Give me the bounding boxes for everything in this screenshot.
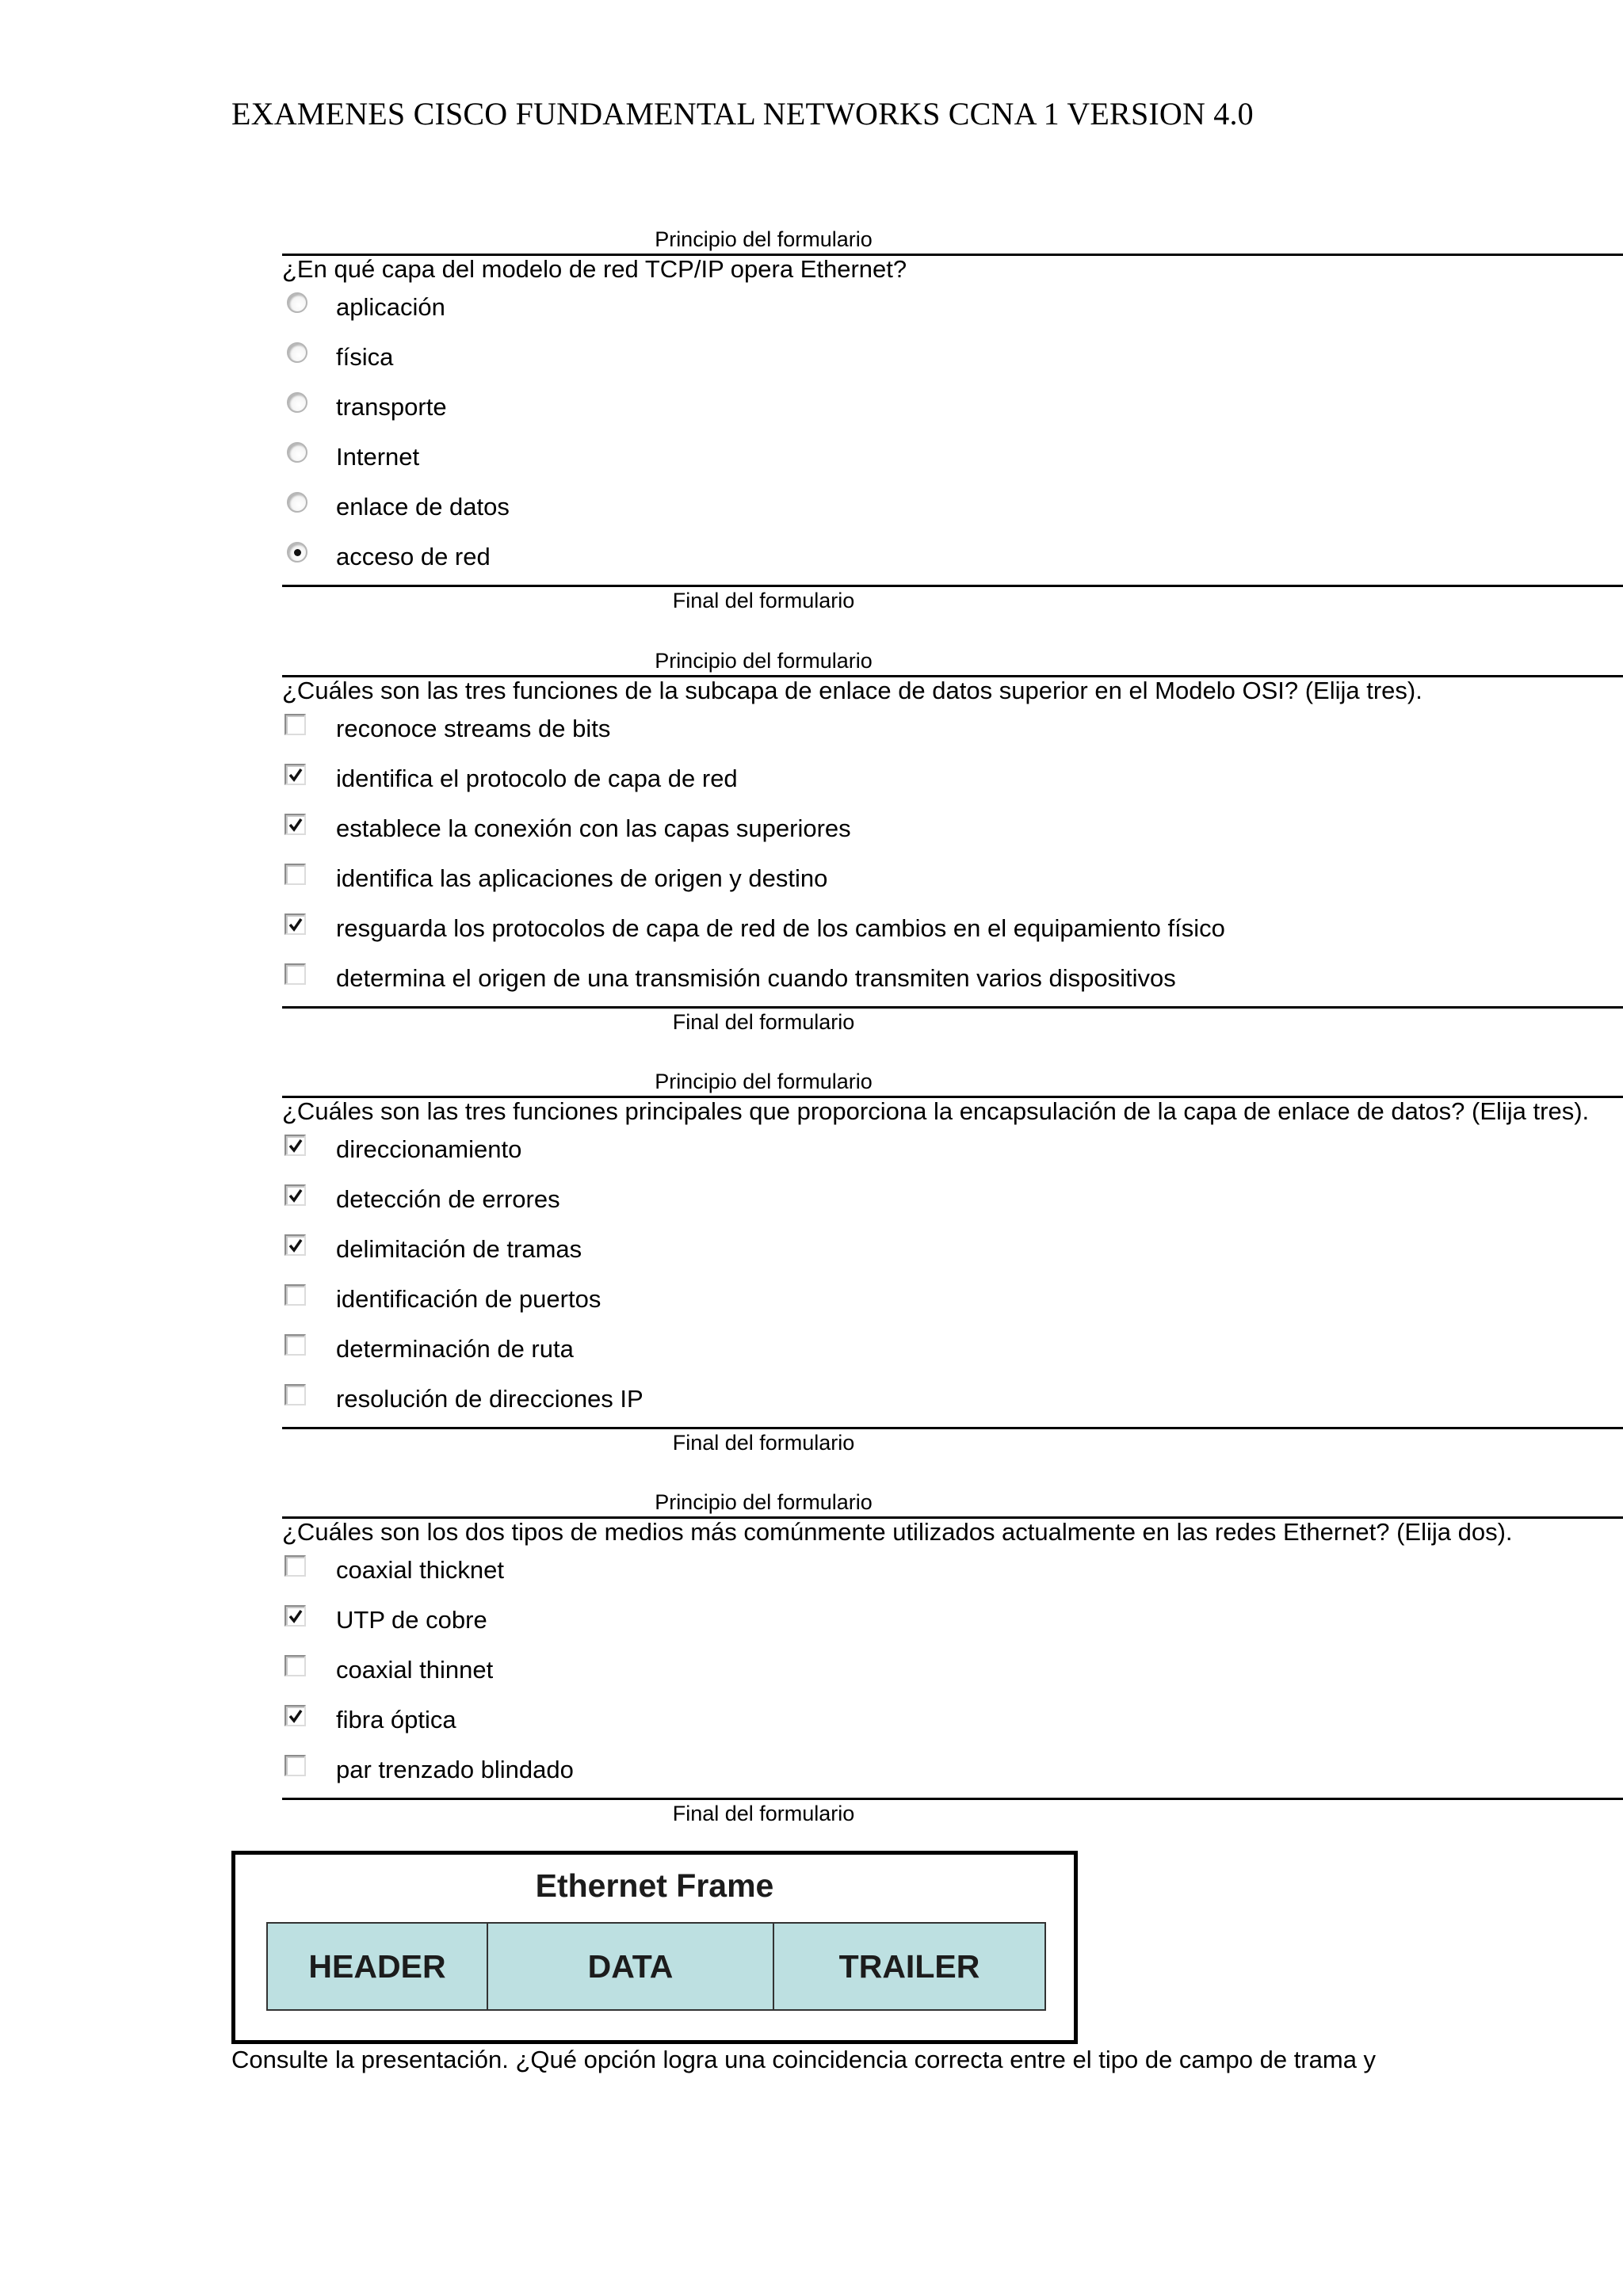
form-end-marker: Final del formulario <box>672 1431 855 1455</box>
question-text: ¿Cuáles son los dos tipos de medios más comúnmente utilizados actualmente en las redes Ethernet? (Elija dos). <box>282 1518 1513 1546</box>
frame-field-data: DATA <box>488 1924 774 2009</box>
answer-label: identifica las aplicaciones de origen y destino <box>336 864 828 892</box>
page-title: EXAMENES CISCO FUNDAMENTAL NETWORKS CCNA 1 VERSION 4.0 <box>231 96 1254 132</box>
checkbox-icon[interactable] <box>285 1234 306 1256</box>
answer-label: enlace de datos <box>336 493 510 521</box>
form-bottom-rule <box>282 585 1623 587</box>
answer-label: determina el origen de una transmisión cuando transmiten varios dispositivos <box>336 964 1176 992</box>
frame-field-trailer: TRAILER <box>838 1947 980 1985</box>
ethernet-frame-title: Ethernet Frame <box>535 1867 774 1904</box>
answer-label: UTP de cobre <box>336 1606 487 1634</box>
radio-button-icon[interactable] <box>287 292 307 313</box>
checkbox-icon[interactable] <box>285 714 306 735</box>
checkbox-icon[interactable] <box>285 963 306 985</box>
answer-label: aplicación <box>336 293 445 321</box>
form-start-marker: Principio del formulario <box>655 1490 873 1514</box>
answer-label: direccionamiento <box>336 1135 522 1163</box>
form-3 <box>282 1069 1623 1454</box>
radio-button-icon[interactable] <box>287 392 307 413</box>
form-end-marker: Final del formulario <box>672 1802 855 1825</box>
form-2 <box>282 648 1623 1033</box>
radio-button-icon[interactable] <box>287 342 307 363</box>
checkbox-icon[interactable] <box>285 864 306 885</box>
form-start-marker: Principio del formulario <box>655 227 873 251</box>
answer-label: coaxial thicknet <box>336 1556 504 1584</box>
form-4 <box>282 1489 1623 1825</box>
frame-field-header: HEADER <box>268 1924 488 2009</box>
checkbox-icon[interactable] <box>285 764 306 785</box>
form-end-marker: Final del formulario <box>672 1010 855 1034</box>
checkbox-icon[interactable] <box>285 1334 306 1356</box>
checkbox-icon[interactable] <box>285 1605 306 1627</box>
form-start-marker: Principio del formulario <box>655 1070 873 1093</box>
form-start-marker: Principio del formulario <box>655 649 873 673</box>
answer-label: fibra óptica <box>336 1706 456 1733</box>
answer-label: coaxial thinnet <box>336 1656 494 1684</box>
radio-button-icon[interactable] <box>287 542 307 563</box>
answer-label: par trenzado blindado <box>336 1756 574 1783</box>
checkbox-icon[interactable] <box>285 1655 306 1676</box>
form-end-marker: Final del formulario <box>672 589 855 612</box>
checkbox-icon[interactable] <box>285 1384 306 1405</box>
form-bottom-rule <box>282 1006 1623 1009</box>
next-question-text: Consulte la presentación. ¿Qué opción logra una coincidencia correcta entre el tipo de campo de trama y <box>231 2046 1377 2073</box>
answer-label: resguarda los protocolos de capa de red de los cambios en el equipamiento físico <box>336 914 1225 942</box>
answer-label: identifica el protocolo de capa de red <box>336 765 738 792</box>
answer-label: transporte <box>336 393 447 421</box>
answer-label: establece la conexión con las capas superiores <box>336 814 851 842</box>
ethernet-frame-diagram <box>231 1851 1078 2044</box>
answer-label: acceso de red <box>336 543 491 570</box>
question-text: ¿Cuáles son las tres funciones principales que proporciona la encapsulación de la capa de enlace de datos? (Elija tres). <box>282 1097 1590 1125</box>
answer-label: física <box>336 343 394 371</box>
answer-label: identificación de puertos <box>336 1285 601 1313</box>
answer-label: reconoce streams de bits <box>336 715 611 742</box>
answer-label: Internet <box>336 443 420 471</box>
radio-button-icon[interactable] <box>287 492 307 513</box>
checkbox-icon[interactable] <box>285 1284 306 1306</box>
checkbox-icon[interactable] <box>285 1705 306 1726</box>
form-1 <box>282 227 1623 612</box>
radio-button-icon[interactable] <box>287 442 307 463</box>
checkbox-icon[interactable] <box>285 1755 306 1776</box>
answer-label: resolución de direcciones IP <box>336 1385 643 1413</box>
checkbox-icon[interactable] <box>285 1135 306 1156</box>
checkbox-icon[interactable] <box>285 913 306 935</box>
form-bottom-rule <box>282 1427 1623 1429</box>
answer-label: detección de errores <box>336 1185 560 1213</box>
answer-label: determinación de ruta <box>336 1335 574 1363</box>
form-bottom-rule <box>282 1798 1623 1800</box>
question-text: ¿En qué capa del modelo de red TCP/IP opera Ethernet? <box>282 255 907 283</box>
question-text: ¿Cuáles son las tres funciones de la subcapa de enlace de datos superior en el Modelo OSI? (Elija tres). <box>282 677 1423 704</box>
checkbox-icon[interactable] <box>285 1555 306 1577</box>
answer-label: delimitación de tramas <box>336 1235 582 1263</box>
checkbox-icon[interactable] <box>285 1184 306 1206</box>
checkbox-icon[interactable] <box>285 814 306 835</box>
frame-fields-row <box>266 1922 1046 2011</box>
